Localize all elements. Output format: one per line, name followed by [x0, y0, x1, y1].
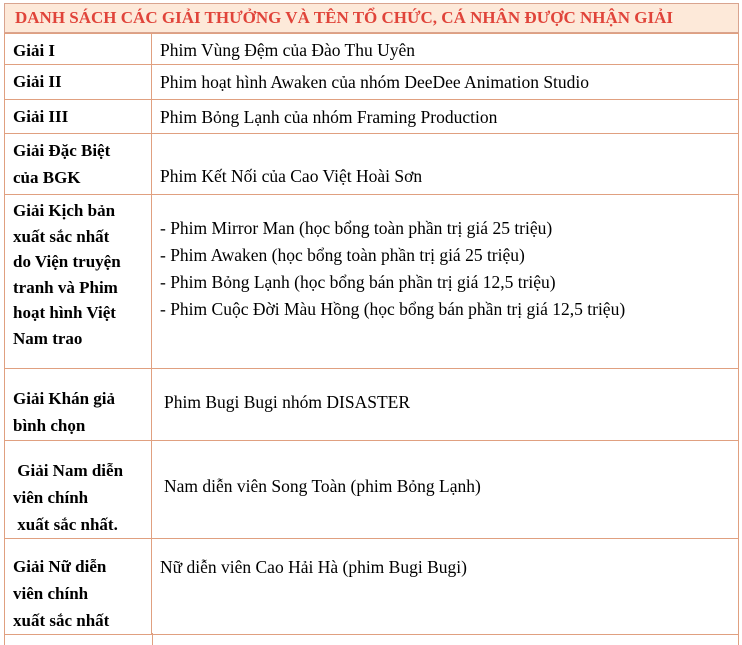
award-line: Giải Kịch bản [13, 201, 116, 220]
winner-line: - Phim Cuộc Đời Màu Hồng (học bổng bán phần trị giá 12,5 triệu) [160, 299, 626, 319]
winner-cell [152, 134, 739, 195]
winner-cell [152, 441, 739, 539]
award-line: Giải Nữ diễn [13, 557, 107, 576]
awards-document [4, 3, 739, 635]
award-cell [5, 539, 152, 635]
award-line: Giải II [13, 72, 62, 91]
award-line: xuất sắc nhất [13, 611, 110, 630]
table-row [5, 65, 739, 100]
winner-line: Phim Bugi Bugi nhóm DISASTER [164, 392, 411, 412]
winner-cell [152, 539, 739, 635]
winner-line: - Phim Awaken (học bổng toàn phần trị giá 25 triệu) [160, 245, 525, 265]
award-line: viên chính [13, 584, 89, 603]
award-line: xuất sắc nhất [13, 226, 110, 246]
page-title: DANH SÁCH CÁC GIẢI THƯỞNG VÀ TÊN TỔ CHỨC, CÁ NHÂN ĐƯỢC NHẬN GIẢI [4, 3, 739, 33]
winner-line: Nam diễn viên Song Toàn (phim Bỏng Lạnh) [164, 476, 481, 496]
winner-cell [152, 34, 739, 65]
award-line: Giải Nam diễn [13, 461, 124, 480]
award-line: viên chính [13, 488, 89, 507]
award-cell [5, 441, 152, 539]
award-line: tranh và Phim [13, 277, 118, 297]
award-line: Giải III [13, 107, 69, 126]
winner-line: Phim Bỏng Lạnh của nhóm Framing Production [160, 107, 498, 127]
winner-line: - Phim Bỏng Lạnh (học bổng bán phần trị giá 12,5 triệu) [160, 272, 556, 292]
award-cell [5, 34, 152, 65]
award-cell [5, 195, 152, 369]
award-line: Giải Đặc Biệt [13, 141, 111, 160]
award-line: do Viện truyện [13, 252, 121, 271]
winner-cell [152, 369, 739, 441]
table-row [5, 441, 739, 539]
table-row [5, 34, 739, 65]
award-cell [5, 369, 152, 441]
table-row [5, 134, 739, 195]
award-line: của BGK [13, 168, 81, 187]
award-line: hoạt hình Việt [13, 303, 116, 322]
table-row [5, 195, 739, 369]
winner-cell [152, 65, 739, 100]
winner-line: - Phim Mirror Man (học bổng toàn phần trị giá 25 triệu) [160, 218, 553, 238]
award-line: Giải I [13, 41, 56, 60]
table-continuation [4, 633, 739, 645]
award-cell [5, 134, 152, 195]
award-cell [5, 100, 152, 134]
awards-table [4, 33, 739, 635]
award-line: bình chọn [13, 416, 86, 435]
award-line: Nam trao [13, 328, 83, 348]
winner-cell [152, 195, 739, 369]
table-row [5, 539, 739, 635]
winner-line: Phim hoạt hình Awaken của nhóm DeeDee Animation Studio [160, 72, 590, 92]
winner-line: Phim Vùng Đệm của Đào Thu Uyên [160, 40, 416, 60]
table-row [5, 369, 739, 441]
award-cell [5, 65, 152, 100]
winner-line: Nữ diễn viên Cao Hải Hà (phim Bugi Bugi) [160, 557, 467, 577]
award-line: Giải Khán giả [13, 389, 116, 408]
winner-cell [152, 100, 739, 134]
award-line: xuất sắc nhất. [13, 515, 118, 534]
winner-line: Phim Kết Nối của Cao Việt Hoài Sơn [160, 166, 423, 186]
table-row [5, 100, 739, 134]
